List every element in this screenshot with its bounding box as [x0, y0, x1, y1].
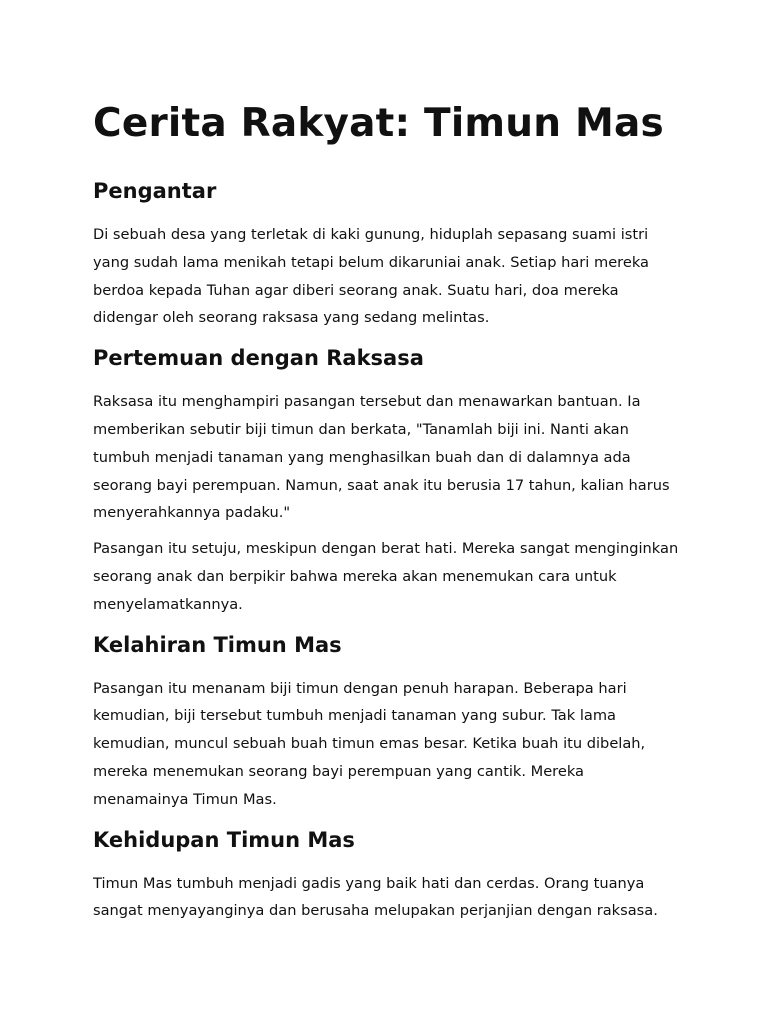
- section-paragraph: Pasangan itu setuju, meskipun dengan berat hati. Mereka sangat menginginkan seorang anak dan berpikir bahwa mereka akan menemukan cara untuk menyelamatkannya.: [93, 540, 679, 613]
- section-pengantar: [93, 175, 682, 332]
- section-paragraph: Raksasa itu menghampiri pasangan tersebut dan menawarkan bantuan. Ia memberikan sebutir biji timun dan berkata, "Tanamlah biji ini. Nanti akan tumbuh menjadi tanaman yang menghasilkan buah dan di dalamnya ada seorang bayi perempuan. Namun, saat anak itu berusia 17 tahun, kalian harus menyerahkannya padaku.": [93, 393, 670, 522]
- section-heading: Pertemuan dengan Raksasa: [93, 346, 424, 371]
- section-paragraph: Di sebuah desa yang terletak di kaki gunung, hiduplah sepasang suami istri yang sudah lama menikah tetapi belum dikaruniai anak. Setiap hari mereka berdoa kepada Tuhan agar diberi seorang anak. Suatu hari, doa mereka didengar oleh seorang raksasa yang sedang melintas.: [93, 226, 649, 327]
- section-paragraph: Pasangan itu menanam biji timun dengan penuh harapan. Beberapa hari kemudian, biji tersebut tumbuh menjadi tanaman yang subur. Tak lama kemudian, muncul sebuah buah timun emas besar. Ketika buah itu dibelah, mereka menemukan seorang bayi perempuan yang cantik. Mereka menamainya Timun Mas.: [93, 679, 646, 808]
- section-heading: Kehidupan Timun Mas: [93, 827, 355, 852]
- section-kelahiran: [93, 629, 682, 814]
- section-pertemuan: [93, 342, 682, 618]
- section-heading: Pengantar: [93, 179, 217, 203]
- document-title: Cerita Rakyat: Timun Mas: [93, 101, 664, 146]
- section-kehidupan: [93, 824, 682, 926]
- section-heading: Kelahiran Timun Mas: [93, 632, 342, 657]
- section-paragraph: Timun Mas tumbuh menjadi gadis yang baik hati dan cerdas. Orang tuanya sangat menyayanginya dan berusaha melupakan perjanjian dengan raksasa.: [93, 874, 658, 920]
